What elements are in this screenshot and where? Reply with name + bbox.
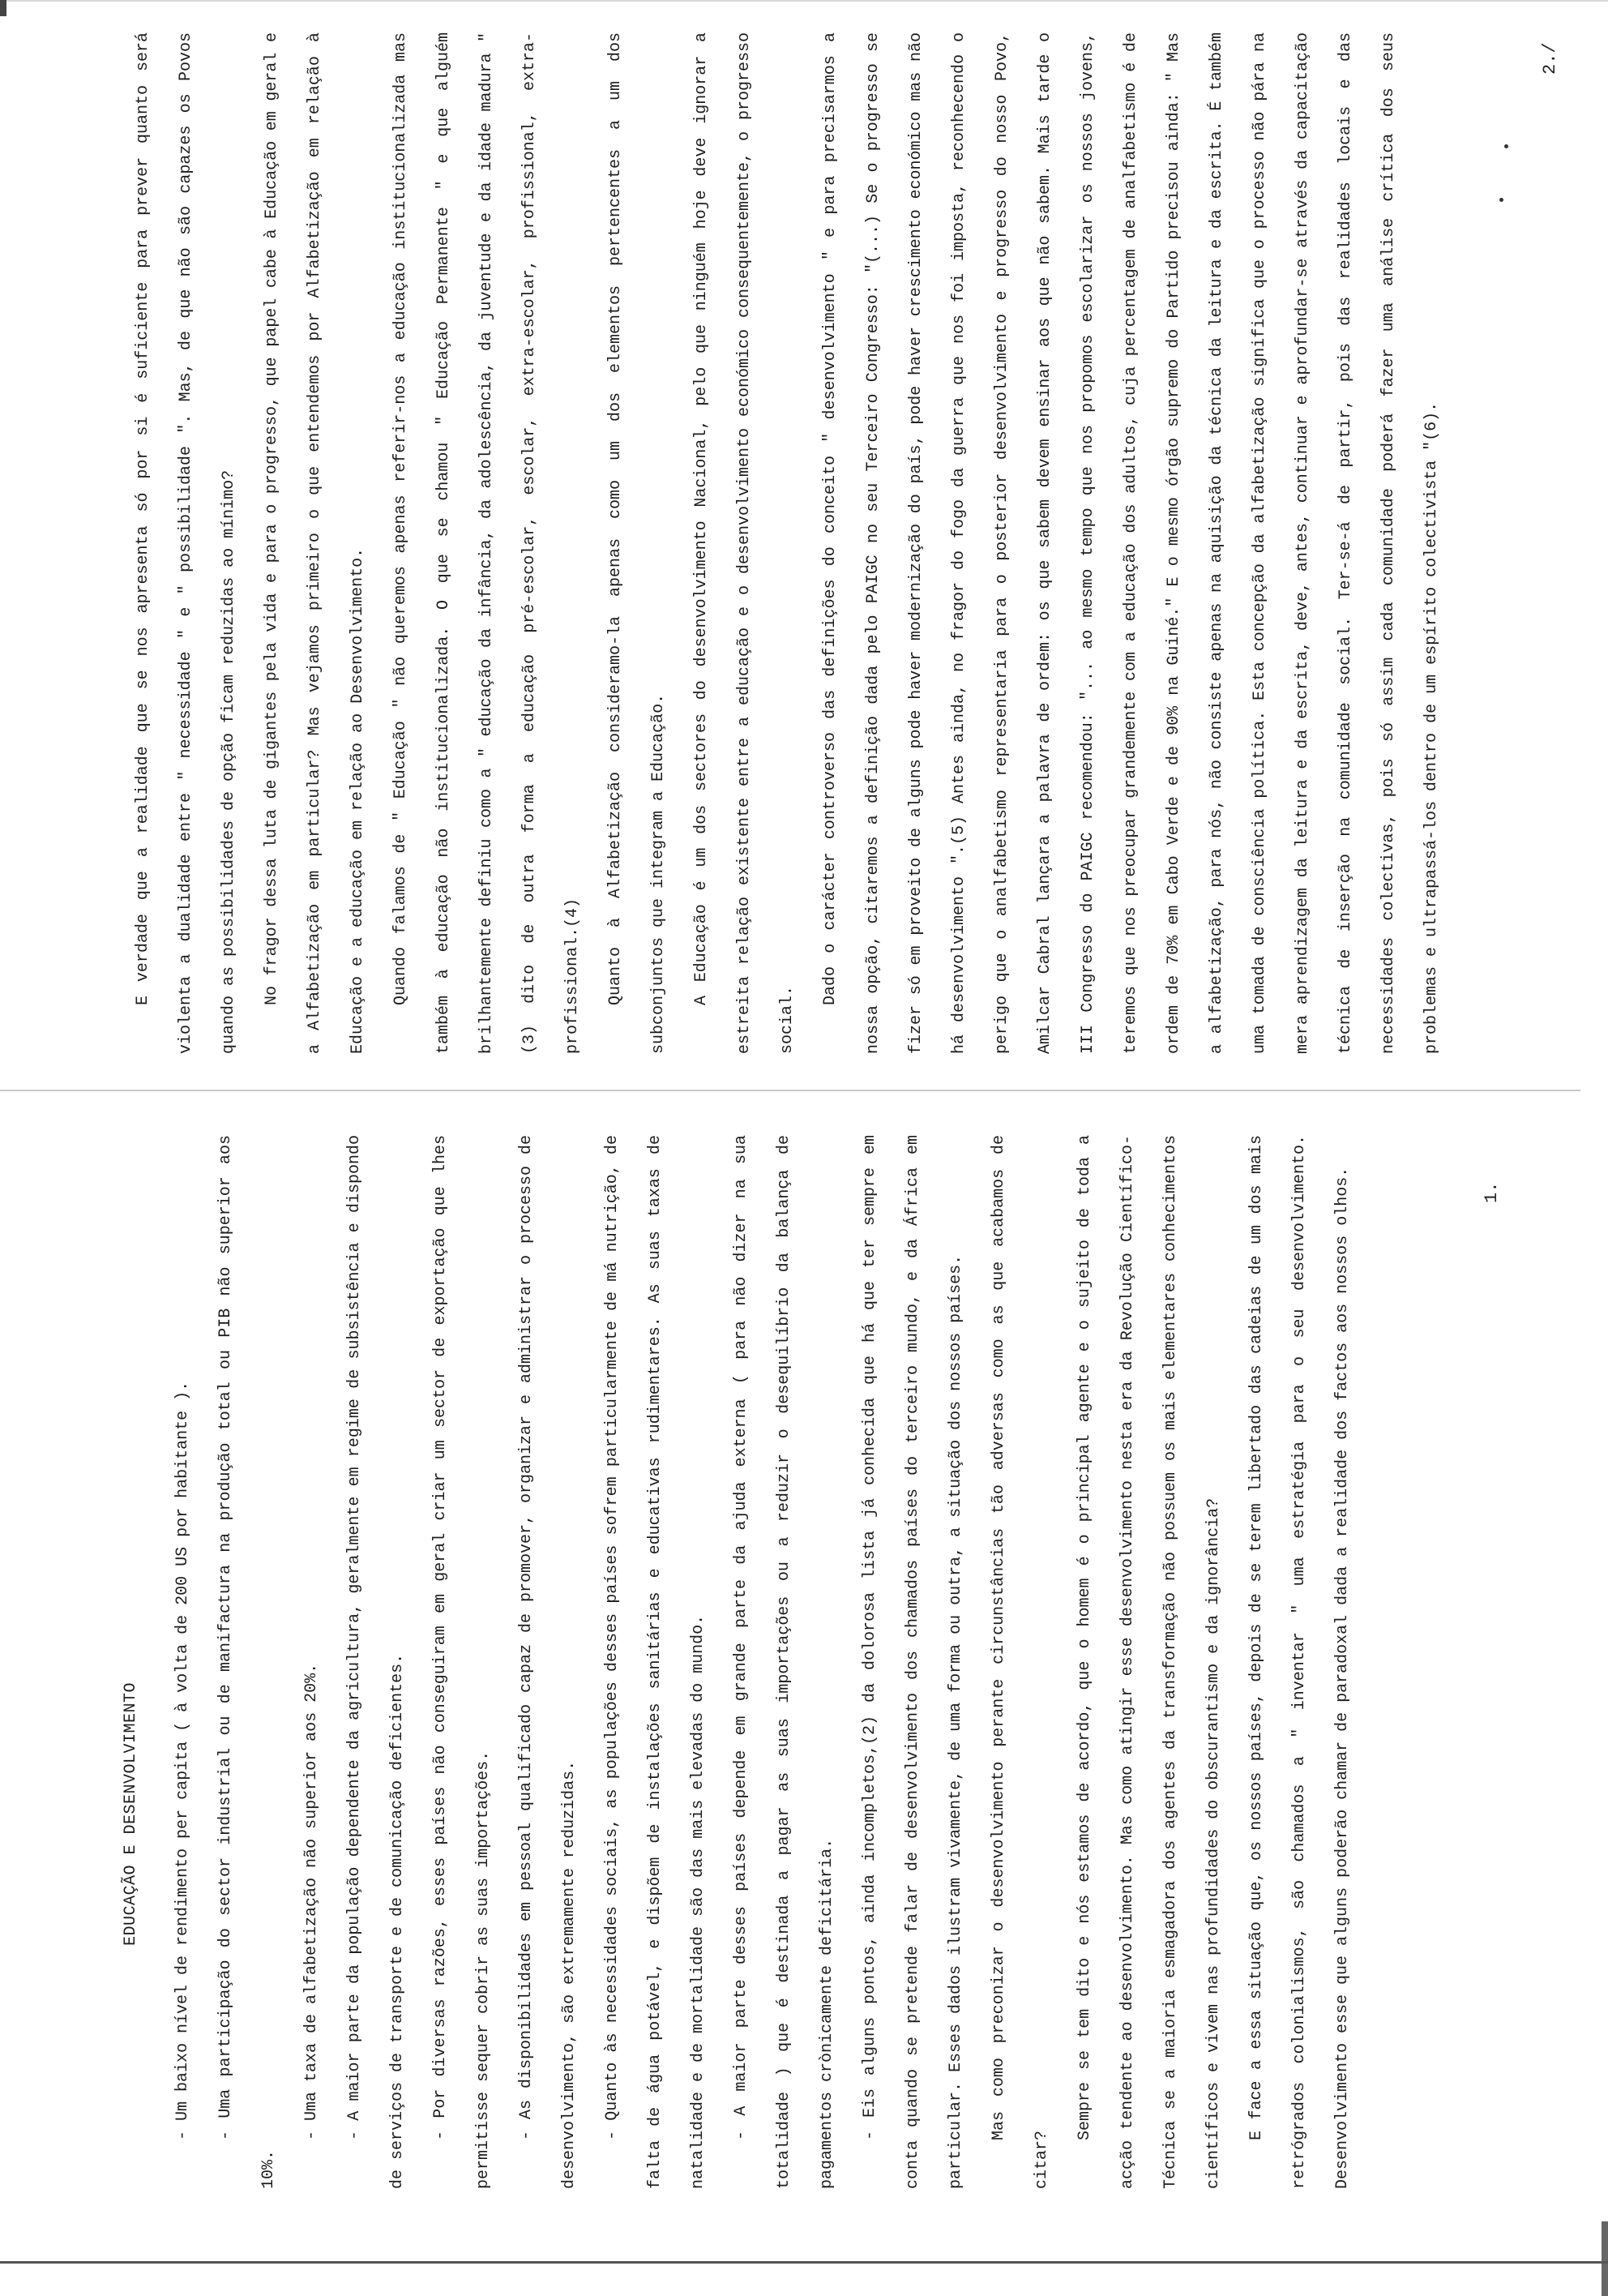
paragraph: - Eis alguns pontos, ainda incompletos,(2) da dolorosa lista já conhecida que há que ter sempre em conta quando se pretende falar de desenvolvimento dos chamados países do terceiro mundo, e da África em particular. Esses dados ilustram vivamente, de uma forma ou outra, a situação dos nossos países. (861, 1135, 965, 2189)
paragraph: - Quanto às necessidades sociais, as populações desses países sofrem particularmente de má nutrição, de falta de água potável, e dispõem de instalações sanitárias e educativas rudimentares. As suas taxas de natalidade e de mortalidade são das mais elevadas do mundo. (603, 1135, 708, 2189)
paragraph: - Uma participação do sector industrial ou de manifactura na produção total ou PIB não superior aos 10%. (216, 1135, 278, 2189)
paragraph: Mas como preconizar o desenvolvimento perante circunstâncias tão adversas como as que acabamos de citar? (990, 1135, 1051, 2189)
scan-right-mark (1602, 2221, 1608, 2296)
paragraph: E verdade que a realidade que se nos apresenta só por si é suficiente para prever quanto será violenta a dualidade entre " necessidade " e " possibilidade ". Mas, de que não são capazes os Povos quando as possibilidades de opção ficam reduzidas ao mínimo? (134, 32, 238, 1054)
paragraph: - Uma taxa de alfabetização não superior aos 20%. (302, 1663, 321, 2140)
page-number-two: 2./ (1540, 42, 1560, 75)
paragraph: Sempre se tem dito e nós estamos de acordo, que o homem é o principal agente e o sujeito de toda a acção tendente ao desenvolvimento. Mas como atingir esse desenvolvimento nesta era da Revolução Científico-Técnica se a maioria esmagadora dos agentes da transformação não possuem os mais elementares conhecimentos científicos e vivem nas profundidades do obscurantismo e da ignorância? (1076, 1135, 1223, 2189)
scan-bottom-edge (0, 2261, 1608, 2264)
paragraph: Dado o carácter controverso das definições do conceito " desenvolvimento " e para precisarmos a nossa opção, citaremos a definição dada pelo PAIGC no seu Terceiro Congresso: "(...) Se o progresso se fizer só em proveito de alguns pode haver modernização do país, pode haver crescimento económico mas não há desenvolvimento ".(5) Antes ainda, no fragor do fogo da guerra que nos foi imposta, reconhecendo o perigo que o analfabetismo representaria para o posterior desenvolvimento e progresso do nosso Povo, Amilcar Cabral lançara a palavra de ordem: os que sabem devem ensinar aos que não sabem. Mais tarde o III Congresso do PAIGC recomendou: "... ao mesmo tempo que nos propomos escolarizar os nossos jovens, teremos que nos preocupar grandemente com a educação dos adultos, cuja percentagem de analfabetismo é de ordem de 70% em Cabo Verde e de 90% na Guiné." E o mesmo órgão supremo do Partido precisou ainda: " Mas a alfabetização, para nós, não consiste apenas na aquisição da técnica da leitura e da escrita. É também uma tomada de consciência política. Esta concepção da alfabetização significa que o processo não pára na mera aprendizagem da leitura e da escrita, deve, antes, continuar e aprofundar-se através da capacitação técnica de inserção na comunidade social. Ter-se-á de partir, pois das realidades locais e das necessidades colectivas, pois só assim cada comunidade poderá fazer uma análise crítica dos seus problemas e ultrapassá-los dentro de um espírito colectivista "(6). (821, 32, 1441, 1054)
paragraph: - As disponibilidades em pessoal qualificado capaz de promover, organizar e administrar o processo de desenvolvimento, são extremamente reduzidas. (517, 1135, 579, 2189)
page-one-body (73, 1135, 1580, 2189)
paragraph: Quanto à Alfabetização consideramo-la apenas como um dos elementos pertencentes a um dos subconjuntos que integram a Educação. (606, 32, 668, 1054)
scan-top-edge (0, 0, 1608, 2)
paragraph: - A maior parte da população dependente da agricultura, geralmente em regime de subsistência e dispondo de serviços de transporte e de comunicação deficientes. (345, 1135, 407, 2189)
paragraph: E face a essa situação que, os nossos países, depois de se terem libertado das cadeias de um dos mais retrógrados colonialismos, são chamados a " inventar " uma estratégia para o seu desenvolvimento. Desenvolvimento esse que alguns poderão chamar de paradoxal dada a realidade dos factos aos nossos olhos. (1247, 1135, 1352, 2189)
page-two-body (73, 32, 1580, 1054)
scan-left-mark (0, 0, 6, 16)
page-number-one: 1. (1482, 1181, 1502, 1203)
paragraph: No fragor dessa luta de gigantes pela vida e para o progresso, que papel cabe à Educação em geral e a Alfabetização em particular? Mas vejamos primeiro o que entendemos por Alfabetização em relação à Educação e a educação em relação ao Desenvolvimento. (263, 32, 367, 1054)
paragraph: A Educação é um dos sectores do desenvolvimento Nacional, pelo que ninguém hoje deve ignorar a estreita relação existente entre a educação e o desenvolvimento económico consequentemente, o progresso social. (692, 32, 797, 1054)
document-title: EDUCAÇÃO E DESENVOLVIMENTO (122, 1681, 140, 1946)
paragraph: - A maior parte desses países depende em grande parte da ajuda externa ( para não dizer na sua totalidade ) que é destinada a pagar as suas importações ou a reduzir o desequilíbrio da balança de pagamentos crònicamente deficitária. (732, 1135, 836, 2189)
page-divider (0, 1090, 1580, 1091)
paragraph: - Um baixo nível de rendimento per capita ( à volta de 200 US por habitante ). (173, 1381, 192, 2140)
paragraph: Quando falamos de " Educação " não queremos apenas referir-nos a educação institucionalizada mas também à educação não institucionalizada. O que se chamou " Educação Permanente " e que alguém brilhantemente definiu como a " educação da infância, da adolescência, da juventude e da idade madura "(3) dito de outra forma a educação pré-escolar, escolar, extra-escolar, profissional, extra-profissional.(4) (391, 32, 582, 1054)
paragraph: - Por diversas razões, esses países não conseguiram em geral criar um sector de exportação que lhes permitisse sequer cobrir as suas importações. (431, 1135, 493, 2189)
